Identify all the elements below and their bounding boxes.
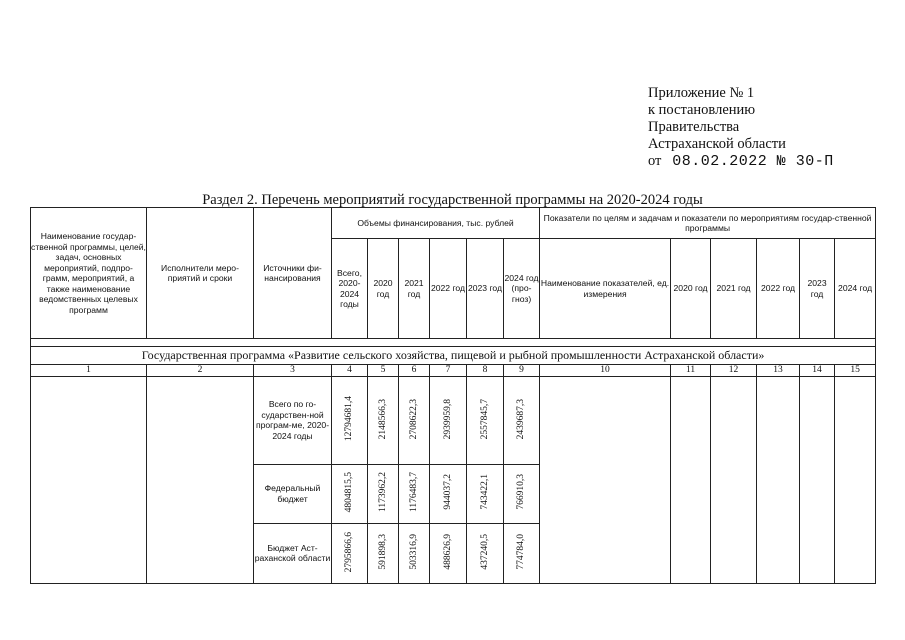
header-funding-group: Объемы финансирования, тыс. рублей [332, 208, 540, 239]
activities-table [30, 207, 876, 584]
value-cell [467, 464, 504, 523]
header-name: Наименование государ-ственной программы, целей, задач, основных мероприятий, подпро-грамм, мероприятий, а также наименование ведомственных целевых программ [31, 208, 147, 339]
header-indicator-name: Наименование показателей, ед. измерения [540, 239, 671, 339]
appendix-line: Приложение № 1 [648, 85, 755, 101]
col-number: 3 [254, 365, 332, 377]
spacer-row [31, 339, 876, 347]
appendix-line: к постановлению [648, 102, 756, 118]
col-number: 11 [671, 365, 711, 377]
value-cell [332, 464, 368, 523]
col-number: 5 [368, 365, 399, 377]
value-2021: 503316,9 [408, 533, 419, 570]
value-cell [430, 464, 467, 523]
value-total: 2795866,6 [344, 531, 355, 572]
value-total: 12794681,4 [344, 396, 355, 442]
value-cell [430, 523, 467, 583]
value-2024: 774784,0 [516, 533, 527, 570]
value-cell [332, 376, 368, 464]
header-sources: Источники фи-нансирования [254, 208, 332, 339]
appendix-date [648, 153, 888, 170]
value-2024: 2439687,3 [516, 398, 527, 439]
value-cell [399, 523, 430, 583]
appendix-date-value: 08.02.2022 № 30-П [672, 153, 834, 170]
source-label: Всего по го-сударствен-ной програм-ме, 2020-2024 годы [254, 376, 332, 464]
col-number: 10 [540, 365, 671, 377]
appendix-date-prefix: от [648, 153, 662, 169]
value-cell [430, 376, 467, 464]
cell-name-empty [31, 376, 147, 583]
header-funding-2022: 2022 год [430, 239, 467, 339]
header-indicators-group: Показатели по целям и задачам и показатели по мероприятиям государ-ственной программы [540, 208, 876, 239]
col-number: 14 [800, 365, 835, 377]
col-number: 1 [31, 365, 147, 377]
value-total: 4804815,5 [344, 472, 355, 513]
value-2022: 488626,9 [442, 533, 453, 570]
value-cell [399, 464, 430, 523]
value-cell [504, 376, 540, 464]
header-indicator-2024: 2024 год [835, 239, 876, 339]
header-indicator-2023: 2023 год [800, 239, 835, 339]
header-funding-2023: 2023 год [467, 239, 504, 339]
value-2022: 2939959,8 [442, 398, 453, 439]
appendix-block [648, 85, 888, 170]
header-funding-2020: 2020 год [368, 239, 399, 339]
col-number: 6 [399, 365, 430, 377]
cell-2022-empty [757, 376, 800, 583]
value-2022: 944037,2 [442, 474, 453, 511]
value-cell [504, 523, 540, 583]
value-2020: 1173962,2 [377, 472, 388, 513]
cell-2023-empty [800, 376, 835, 583]
value-2023: 743422,1 [479, 474, 490, 511]
value-cell [368, 376, 399, 464]
value-cell [368, 464, 399, 523]
cell-2024-empty [835, 376, 876, 583]
cell-executors-empty [147, 376, 254, 583]
value-cell [467, 376, 504, 464]
col-number: 12 [711, 365, 757, 377]
header-indicator-2021: 2021 год [711, 239, 757, 339]
header-funding-2024: 2024 год (про-гноз) [504, 239, 540, 339]
col-number: 4 [332, 365, 368, 377]
header-indicator-2020: 2020 год [671, 239, 711, 339]
cell-indicator-empty [540, 376, 671, 583]
value-2021: 1176483,7 [408, 472, 419, 513]
cell-2020-empty [671, 376, 711, 583]
header-executors: Исполнители меро-приятий и сроки [147, 208, 254, 339]
value-2023: 2557845,7 [479, 398, 490, 439]
source-label: Федеральный бюджет [254, 464, 332, 523]
section-title: Раздел 2. Перечень мероприятий государственной программы на 2020-2024 годы [202, 192, 703, 208]
value-cell [467, 523, 504, 583]
value-2020: 591898,3 [377, 533, 388, 570]
appendix-line: Правительства [648, 119, 740, 135]
value-2023: 437240,5 [479, 533, 490, 570]
value-cell [399, 376, 430, 464]
col-number: 2 [147, 365, 254, 377]
value-cell [332, 523, 368, 583]
col-number: 13 [757, 365, 800, 377]
program-title-row: Государственная программа «Развитие сельского хозяйства, пищевой и рыбной промышленности Астраханской области» [31, 347, 876, 365]
col-number: 7 [430, 365, 467, 377]
value-cell [504, 464, 540, 523]
value-2024: 766910,3 [516, 474, 527, 511]
col-number: 8 [467, 365, 504, 377]
header-funding-2021: 2021 год [399, 239, 430, 339]
header-funding-total: Всего, 2020-2024 годы [332, 239, 368, 339]
appendix-line: Астраханской области [648, 136, 786, 152]
value-2020: 2148566,3 [377, 398, 388, 439]
col-number: 15 [835, 365, 876, 377]
source-label: Бюджет Аст-раханской области [254, 523, 332, 583]
value-2021: 2708622,3 [408, 398, 419, 439]
value-cell [368, 523, 399, 583]
col-number: 9 [504, 365, 540, 377]
header-indicator-2022: 2022 год [757, 239, 800, 339]
cell-2021-empty [711, 376, 757, 583]
